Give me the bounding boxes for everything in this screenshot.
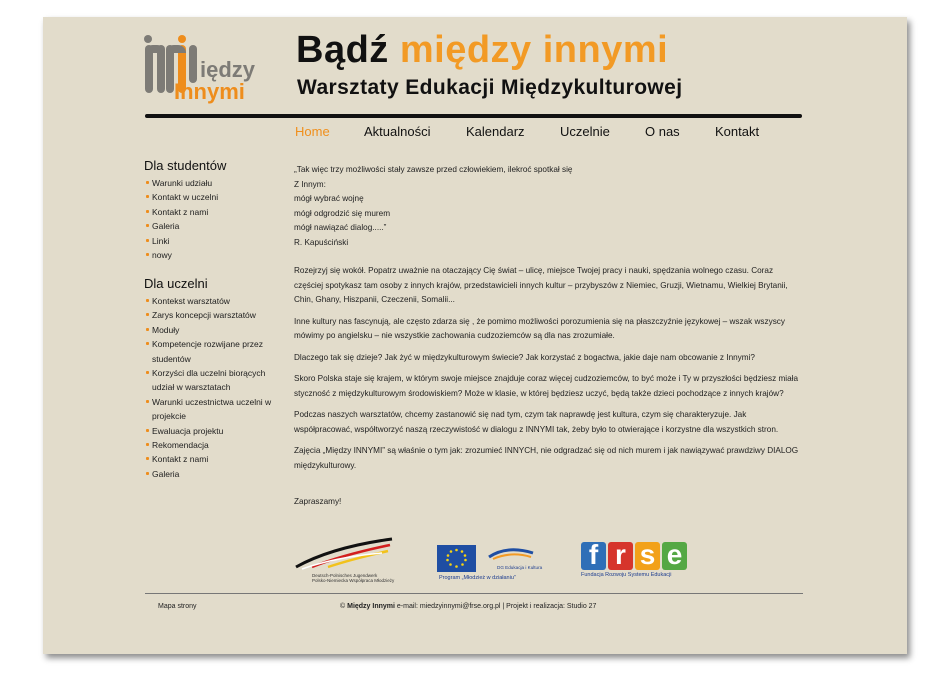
sidebar-item-galeria-uni[interactable]: Galeria	[146, 467, 276, 481]
sidebar-uni-heading: Dla uczelni	[144, 276, 208, 291]
dpjw-swoosh-icon	[292, 537, 396, 573]
site-title	[296, 29, 668, 72]
sponsor-dpjw-line2: Polsko-Niemiecka Współpraca Młodzieży	[312, 578, 395, 583]
quote-line: Z Innym:	[294, 179, 326, 189]
eu-flag-icon	[437, 545, 476, 572]
closing-text: Zapraszamy!	[294, 497, 342, 506]
sponsor-dpjw-line1: Deutsch-Polnisches Jugendwerk	[312, 573, 378, 578]
sitemap-link[interactable]: Mapa strony	[158, 603, 197, 610]
sidebar-item-kontekst[interactable]: Kontekst warsztatów	[146, 294, 276, 308]
quote-line: mógł nawiązać dialog.....”	[294, 223, 387, 232]
quote-line: mógł wybrać wojnę	[294, 194, 364, 203]
header-divider	[145, 114, 802, 118]
paragraph-5: Podczas naszych warsztatów, chcemy zastanowić się nad tym, czym tak naprawdę jest kultura, czym się charakteryzuje. Jak współpracować, współtworzyć naszą rzeczywistość w dialogu z INNYMI tak, żeby było to otwierające i korzystne dla wszystkich stron.	[294, 410, 779, 434]
frse-letter-r: r	[608, 542, 633, 570]
nav-home[interactable]: Home	[295, 124, 330, 139]
footer-copyright: ©	[340, 603, 348, 610]
paragraph-6: Zajęcia „Między INNYMI” są właśnie o tym jak: zrozumieć INNYCH, nie odgradzać się od nich murem i jak nawiązywać prawdziwy DIALOG międzykulturowy.	[294, 446, 799, 470]
title-accent: między innymi	[399, 29, 669, 71]
sponsor-youth-in-action-logo[interactable]	[437, 545, 543, 583]
sponsor-dpjw-caption	[312, 573, 394, 583]
sidebar-item-warunki-udzialu[interactable]: Warunki udziału	[146, 176, 281, 190]
sidebar-item-warunki-uczestnictwa[interactable]: Warunki uczestnictwa uczelni w projekcie	[146, 395, 276, 424]
sidebar-uni-list	[146, 294, 276, 481]
sponsor-frse-caption: Fundacja Rozwoju Systemu Edukacji	[581, 572, 672, 578]
frse-letter-f: f	[581, 542, 606, 570]
nav-aktualnosci[interactable]: Aktualności	[364, 124, 431, 139]
frse-letter-e: e	[662, 542, 687, 570]
sponsor-dpjw-logo[interactable]	[292, 537, 396, 583]
sidebar-item-korzysci[interactable]: Korzyści dla uczelni biorących udział w warsztatach	[146, 366, 276, 395]
nav-kontakt[interactable]: Kontakt	[715, 124, 760, 139]
main-content	[294, 163, 804, 510]
frse-letter-s: s	[635, 542, 660, 570]
sidebar-item-nowy[interactable]: nowy	[146, 248, 281, 262]
paragraph-1: Rozejrzyj się wokół. Popatrz uważnie na otaczający Cię świat – ulicę, miejsce Twojej pracy i nauki, spędzania wolnego czasu. Coraz częściej spotykasz tam osoby z innych krajów, przedstawicieli innych kultur – przybyszów z Niemiec, Gruzji, Wietnamu, Wielkiej Brytanii, Chin, Ghany, Hiszpanii, Czeczenii, Somalii...	[294, 266, 788, 304]
youth-swoosh-icon	[487, 547, 535, 561]
title-part1: Bądź	[296, 29, 400, 71]
nav-o-nas[interactable]: O nas	[645, 124, 680, 139]
page	[43, 17, 907, 654]
kapuscinski-quote	[294, 163, 804, 250]
footer-contact[interactable]: e-mail: miedzyinnymi@frse.org.pl | Projekt i realizacja: Studio 27	[394, 603, 597, 610]
sidebar-item-ewaluacja[interactable]: Ewaluacja projektu	[146, 424, 276, 438]
nav-kalendarz[interactable]: Kalendarz	[466, 124, 525, 139]
paragraph-4: Skoro Polska staje się krajem, w którym swoje miejsce znajduje coraz więcej cudzoziemców, to być może i Ty w przyszłości będziesz miała styczność z międzykulturowym środowiskiem? Może w klasie, w której będziesz uczyć, będą także dzieci pochodzące z innych krajów?	[294, 374, 799, 398]
site-logo[interactable]	[144, 35, 266, 119]
sidebar-item-moduly[interactable]: Moduły	[146, 323, 276, 337]
paragraph-3: Dlaczego tak się dzieje? Jak żyć w międzykulturowym świecie? Jak korzystać z bogactwa, jakie daje nam obcowanie z Innymi?	[294, 352, 755, 362]
site-subtitle: Warsztaty Edukacji Międzykulturowej	[297, 76, 683, 99]
sidebar-students-heading: Dla studentów	[144, 158, 227, 173]
sponsor-dg-text: DG Edukacja i Kultura	[497, 565, 543, 570]
sponsor-youth-caption: Program „Młodzież w działaniu”	[439, 575, 516, 581]
sidebar-item-kompetencje[interactable]: Kompetencje rozwijane przez studentów	[146, 337, 276, 366]
footer-info	[340, 603, 596, 610]
sidebar-item-zarys[interactable]: Zarys koncepcji warsztatów	[146, 308, 276, 322]
sponsor-frse-logo[interactable]	[581, 539, 693, 584]
sidebar-students-list	[146, 176, 281, 262]
sidebar-item-kontakt-w-uczelni[interactable]: Kontakt w uczelni	[146, 190, 281, 204]
sidebar-item-galeria[interactable]: Galeria	[146, 219, 281, 233]
paragraph-2: Inne kultury nas fascynują, ale często zdarza się , że pomimo możliwości porozumienia się na płaszczyźnie językowej – wszak wszyscy mówimy po angielsku – nie wszystkie zachowania cudzoziemców są dla nas zrozumiałe.	[294, 316, 785, 340]
quote-line: „Tak więc trzy możliwości stały zawsze przed człowiekiem, ilekroć spotkał się	[294, 165, 573, 174]
footer-brand: Między Innymi	[347, 603, 395, 610]
quote-line: mógł odgrodzić się murem	[294, 208, 391, 218]
footer-divider	[145, 593, 803, 594]
sidebar-item-linki[interactable]: Linki	[146, 234, 281, 248]
sidebar-item-kontakt-z-nami[interactable]: Kontakt z nami	[146, 205, 281, 219]
logo-word-innymi: Innymi	[174, 79, 245, 104]
nav-uczelnie[interactable]: Uczelnie	[560, 124, 610, 139]
sidebar-item-kontakt-z-nami-uni[interactable]: Kontakt z nami	[146, 452, 276, 466]
sidebar-item-rekomendacja[interactable]: Rekomendacja	[146, 438, 276, 452]
quote-author: R. Kapuściński	[294, 237, 349, 247]
logo-word-miedzy: iędzy	[200, 57, 256, 82]
